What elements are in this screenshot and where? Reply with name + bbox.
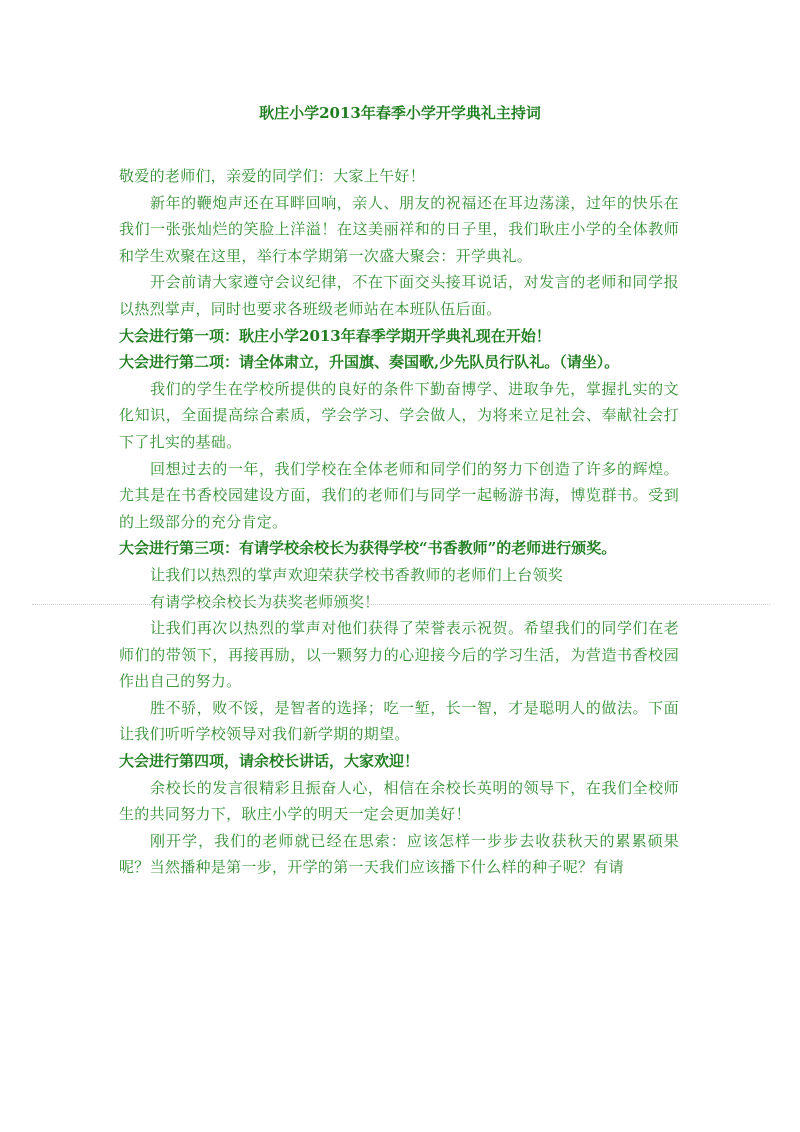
page-divider (32, 604, 770, 605)
congratulations-paragraph: 让我们再次以热烈的掌声对他们获得了荣誉表示祝贺。希望我们的同学们在老师们的带领下，再接再励，以一颗努力的心迎接今后的学习生活，为营造书香校园作出自己的努力。 (119, 619, 679, 691)
document-body (119, 163, 679, 881)
agenda-item-2: 大会进行第二项：请全体肃立，升国旗、奏国歌,少先队员行队礼。（请坐）。 (119, 353, 620, 372)
new-term-paragraph: 刚开学，我们的老师就已经在思索：应该怎样一步步去收获秋天的累累硕果呢？当然播种是第一步，开学的第一天我们应该播下什么样的种子呢？有请 (119, 831, 679, 877)
opening-paragraph: 新年的鞭炮声还在耳畔回响，亲人、朋友的祝福还在耳边荡漾，过年的快乐在我们一张张灿烂的笑脸上洋溢！在这美丽祥和的日子里，我们耿庄小学的全体教师和学生欢聚在这里，举行本学期第一次盛大聚会：开学典礼。 (119, 193, 679, 265)
review-paragraph: 回想过去的一年，我们学校在全体老师和同学们的努力下创造了许多的辉煌。尤其是在书香校园建设方面，我们的老师们与同学一起畅游书海，博览群书。受到的上级部分的充分肯定。 (119, 459, 679, 531)
discipline-paragraph: 开会前请大家遵守会议纪律，不在下面交头接耳说话，对发言的老师和同学报以热烈掌声，同时也要求各班级老师站在本班队伍后面。 (119, 273, 679, 318)
agenda-item-3: 大会进行第三项：有请学校余校长为获得学校“书香教师”的老师进行颁奖。 (119, 539, 617, 558)
wisdom-paragraph: 胜不骄，败不馁，是智者的选择；吃一堑，长一智，才是聪明人的做法。下面让我们听听学校领导对我们新学期的期望。 (119, 698, 679, 744)
greeting-paragraph: 敬爱的老师们，亲爱的同学们：大家上午好！ (119, 167, 426, 185)
students-paragraph: 我们的学生在学校所提供的良好的条件下勤奋博学、进取争先，掌握扎实的文化知识，全面提高综合素质，学会学习、学会做人，为将来立足社会、奉献社会打下了扎实的基础。 (119, 379, 679, 451)
agenda-item-1: 大会进行第一项：耿庄小学2013年春季学期开学典礼现在开始！ (119, 326, 551, 345)
speech-response-paragraph: 余校长的发言很精彩且振奋人心，相信在余校长英明的领导下，在我们全校师生的共同努力下，耿庄小学的明天一定会更加美好！ (119, 778, 679, 824)
award-welcome-paragraph: 让我们以热烈的掌声欢迎荣获学校书香教师的老师们上台领奖 (150, 565, 564, 584)
document-title: 耿庄小学2013年春季小学开学典礼主持词 (259, 104, 541, 122)
agenda-item-4: 大会进行第四项，请余校长讲话，大家欢迎！ (119, 752, 420, 771)
award-present-paragraph: 有请学校余校长为获奖老师颁奖！ (150, 592, 380, 611)
